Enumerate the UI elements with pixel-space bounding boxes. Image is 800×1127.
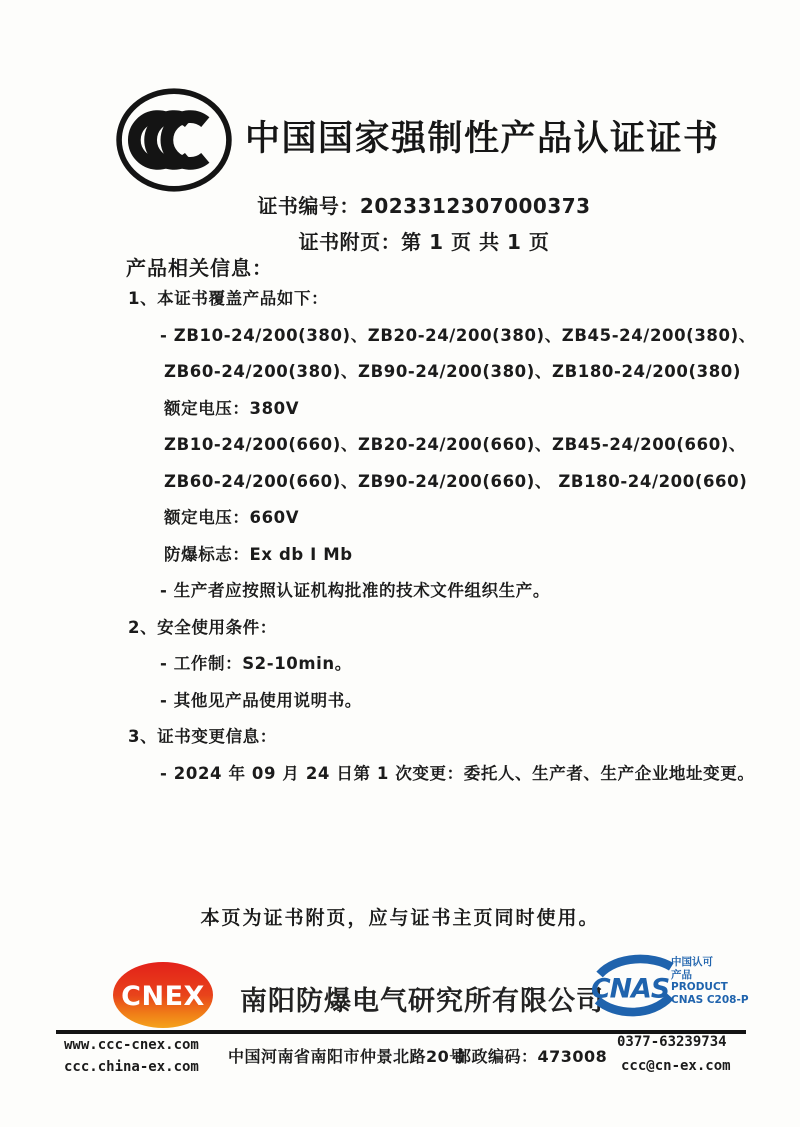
body-line: ZB10-24/200(660)、ZB20-24/200(660)、ZB45-24/200(660)、 xyxy=(164,435,747,454)
body-line: ZB60-24/200(380)、ZB90-24/200(380)、ZB180-24/200(380) xyxy=(164,362,741,381)
issuer-address: 中国河南省南阳市仲景北路20号 xyxy=(228,1047,466,1066)
body-line: - 其他见产品使用说明书。 xyxy=(160,690,362,710)
certificate-page-value: 第 1 页 共 1 页 xyxy=(401,230,550,254)
certificate-page-label: 证书附页： xyxy=(298,230,402,254)
body-line: - 生产者应按照认证机构批准的技术文件组织生产。 xyxy=(160,581,550,600)
certificate-number-line xyxy=(0,190,800,219)
certificate-title: 中国国家强制性产品认证证书 xyxy=(245,119,720,159)
body-line: 1、本证书覆盖产品如下： xyxy=(128,289,329,308)
attachment-page-note: 本页为证书附页，应与证书主页同时使用。 xyxy=(200,907,600,929)
section-title-product-info: 产品相关信息： xyxy=(126,256,273,280)
body-line: - 工作制：S2-10min。 xyxy=(160,654,352,673)
cnas-caption-line: PRODUCT xyxy=(671,981,728,993)
postal-code-line xyxy=(455,1044,607,1067)
cnas-caption-line: CNAS C208-P xyxy=(671,993,749,1006)
cnas-caption-line: 中国认可 xyxy=(671,956,713,968)
website-primary: www.ccc-cnex.com xyxy=(64,1037,199,1053)
body-line: 防爆标志：Ex db I Mb xyxy=(164,544,353,564)
body-line: 3、证书变更信息： xyxy=(128,727,277,746)
website-secondary: ccc.china-ex.com xyxy=(64,1059,199,1075)
certificate-number-label: 证书编号： xyxy=(257,194,360,218)
body-line: - ZB10-24/200(380)、ZB20-24/200(380)、ZB45-24/200(380)、 xyxy=(160,325,756,345)
issuer-company-name: 南阳防爆电气研究所有限公司 xyxy=(240,986,604,1017)
cnas-logo-text: CNAS xyxy=(590,973,670,1005)
body-line: ZB60-24/200(660)、ZB90-24/200(660)、 ZB180-24/200(660) xyxy=(164,471,748,491)
body-line: - 2024 年 09 月 24 日第 1 次变更：委托人、生产者、生产企业地址变更。 xyxy=(160,763,755,783)
certificate-page-line xyxy=(0,226,800,255)
postal-code-label: 邮政编码： xyxy=(455,1047,538,1066)
phone-number: 0377-63239734 xyxy=(617,1034,727,1050)
cnas-logo-icon xyxy=(590,953,678,1017)
body-line: 额定电压：380V xyxy=(164,398,300,418)
postal-code-value: 473008 xyxy=(537,1047,608,1066)
body-line: 2、安全使用条件： xyxy=(128,617,277,637)
cnex-logo-text: CNEX xyxy=(121,981,205,1012)
certificate-number: 2023312307000373 xyxy=(359,194,591,218)
cnas-caption xyxy=(671,956,749,1006)
email-address: ccc@cn-ex.com xyxy=(621,1058,731,1074)
cnas-caption-line: 产品 xyxy=(671,968,692,981)
cnex-logo-icon xyxy=(111,960,215,1030)
product-info-body xyxy=(0,288,800,799)
footer-divider xyxy=(56,1030,746,1034)
body-line: 额定电压：660V xyxy=(164,508,300,527)
ccc-logo-icon xyxy=(114,86,234,194)
